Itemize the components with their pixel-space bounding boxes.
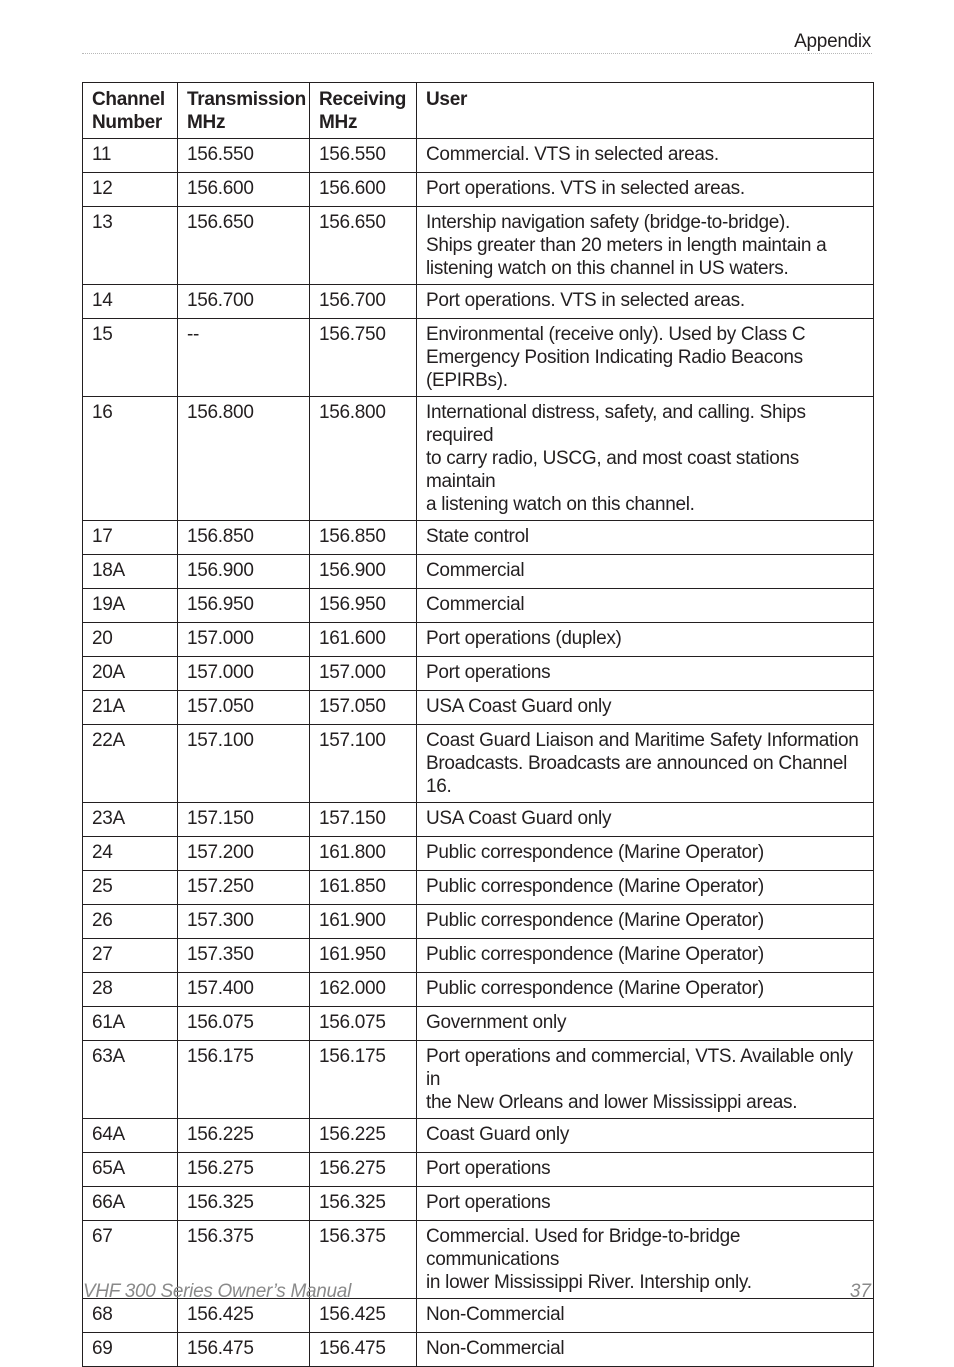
transmission-cell: 156.475	[178, 1333, 310, 1367]
user-cell	[417, 589, 874, 623]
table-row	[83, 973, 874, 1007]
receiving-cell: 156.850	[310, 521, 417, 555]
section-header: Appendix	[794, 31, 871, 52]
user-line: Broadcasts. Broadcasts are announced on Channel 16.	[426, 753, 848, 797]
channel-cell: 26	[83, 905, 178, 939]
user-line: to carry radio, USCG, and most coast stations maintain	[426, 448, 799, 492]
table-row	[83, 521, 874, 555]
user-line: Public correspondence (Marine Operator)	[426, 842, 764, 863]
user-line: Public correspondence (Marine Operator)	[426, 876, 764, 897]
channel-cell: 16	[83, 397, 178, 521]
user-cell	[417, 725, 874, 803]
user-cell	[417, 837, 874, 871]
user-cell	[417, 1187, 874, 1221]
table-row	[83, 1187, 874, 1221]
transmission-cell: 156.800	[178, 397, 310, 521]
user-line: Port operations. VTS in selected areas.	[426, 178, 745, 199]
transmission-cell: 157.400	[178, 973, 310, 1007]
table-row	[83, 871, 874, 905]
channel-cell: 13	[83, 207, 178, 285]
transmission-cell: 157.050	[178, 691, 310, 725]
user-cell	[417, 657, 874, 691]
receiving-cell: 157.100	[310, 725, 417, 803]
user-line: Non-Commercial	[426, 1304, 565, 1325]
user-line: Environmental (receive only). Used by Class C	[426, 324, 806, 345]
receiving-cell: 156.750	[310, 319, 417, 397]
table-row	[83, 1153, 874, 1187]
user-cell	[417, 555, 874, 589]
table-row	[83, 173, 874, 207]
user-line: Commercial. VTS in selected areas.	[426, 144, 719, 165]
user-line: Intership navigation safety (bridge-to-bridge).	[426, 212, 790, 233]
table-row	[83, 905, 874, 939]
channel-cell: 11	[83, 139, 178, 173]
channel-cell: 15	[83, 319, 178, 397]
user-line: Ships greater than 20 meters in length maintain a	[426, 235, 827, 256]
user-cell	[417, 871, 874, 905]
transmission-cell: 156.850	[178, 521, 310, 555]
receiving-cell: 156.700	[310, 285, 417, 319]
channel-cell: 21A	[83, 691, 178, 725]
transmission-cell: 156.325	[178, 1187, 310, 1221]
table-row	[83, 725, 874, 803]
user-line: Port operations (duplex)	[426, 628, 622, 649]
user-line: listening watch on this channel in US waters.	[426, 258, 789, 279]
user-line: Port operations	[426, 1192, 551, 1213]
receiving-cell: 161.850	[310, 871, 417, 905]
header-channel-number: Channel Number	[83, 83, 178, 139]
table-header	[83, 83, 874, 139]
table-body	[83, 139, 874, 1367]
header-user: User	[417, 83, 874, 139]
footer-manual-title: VHF 300 Series Owner’s Manual	[83, 1281, 351, 1302]
transmission-cell: 156.650	[178, 207, 310, 285]
user-line: Coast Guard Liaison and Maritime Safety Information	[426, 730, 859, 751]
transmission-cell: 157.300	[178, 905, 310, 939]
header-row	[83, 83, 874, 139]
transmission-cell: 156.225	[178, 1119, 310, 1153]
user-line: Commercial	[426, 594, 525, 615]
table-row	[83, 555, 874, 589]
transmission-cell: 157.350	[178, 939, 310, 973]
receiving-cell: 161.900	[310, 905, 417, 939]
table-row	[83, 691, 874, 725]
header-divider	[82, 53, 872, 54]
user-line: Commercial	[426, 560, 525, 581]
receiving-cell: 156.375	[310, 1221, 417, 1299]
channel-cell: 25	[83, 871, 178, 905]
table-row	[83, 139, 874, 173]
user-line: Commercial. Used for Bridge-to-bridge communications	[426, 1226, 741, 1270]
channel-cell: 63A	[83, 1041, 178, 1119]
channel-cell: 18A	[83, 555, 178, 589]
table-row	[83, 1119, 874, 1153]
receiving-cell: 156.600	[310, 173, 417, 207]
receiving-cell: 157.000	[310, 657, 417, 691]
channel-cell: 27	[83, 939, 178, 973]
channel-cell: 65A	[83, 1153, 178, 1187]
receiving-cell: 156.175	[310, 1041, 417, 1119]
channel-cell: 20	[83, 623, 178, 657]
user-line: USA Coast Guard only	[426, 696, 612, 717]
user-line: Port operations and commercial, VTS. Available only in	[426, 1046, 853, 1090]
channel-cell: 69	[83, 1333, 178, 1367]
channel-cell: 19A	[83, 589, 178, 623]
receiving-cell: 156.325	[310, 1187, 417, 1221]
table-row	[83, 285, 874, 319]
table-row	[83, 1041, 874, 1119]
channel-cell: 66A	[83, 1187, 178, 1221]
user-line: (EPIRBs).	[426, 370, 508, 391]
table-row	[83, 589, 874, 623]
transmission-cell: 157.200	[178, 837, 310, 871]
table-row	[83, 837, 874, 871]
user-cell	[417, 1041, 874, 1119]
user-cell	[417, 1221, 874, 1299]
channel-table	[82, 82, 874, 1367]
transmission-cell: 156.550	[178, 139, 310, 173]
table-row	[83, 623, 874, 657]
table-row	[83, 1299, 874, 1333]
user-cell	[417, 1153, 874, 1187]
receiving-cell: 156.425	[310, 1299, 417, 1333]
channel-cell: 20A	[83, 657, 178, 691]
transmission-cell: --	[178, 319, 310, 397]
receiving-cell: 156.225	[310, 1119, 417, 1153]
user-cell	[417, 1333, 874, 1367]
receiving-cell: 156.800	[310, 397, 417, 521]
user-line: International distress, safety, and calling. Ships required	[426, 402, 806, 446]
table-row	[83, 1333, 874, 1367]
table-row	[83, 657, 874, 691]
user-line: the New Orleans and lower Mississippi areas.	[426, 1092, 798, 1113]
channel-cell: 64A	[83, 1119, 178, 1153]
channel-cell: 12	[83, 173, 178, 207]
channel-cell: 28	[83, 973, 178, 1007]
user-cell	[417, 905, 874, 939]
table-row	[83, 319, 874, 397]
transmission-cell: 156.600	[178, 173, 310, 207]
user-cell	[417, 1119, 874, 1153]
receiving-cell: 156.900	[310, 555, 417, 589]
user-line: Public correspondence (Marine Operator)	[426, 978, 764, 999]
transmission-cell: 157.100	[178, 725, 310, 803]
transmission-cell: 157.250	[178, 871, 310, 905]
user-line: State control	[426, 526, 529, 547]
transmission-cell: 156.375	[178, 1221, 310, 1299]
receiving-cell: 161.600	[310, 623, 417, 657]
receiving-cell: 156.650	[310, 207, 417, 285]
transmission-cell: 156.425	[178, 1299, 310, 1333]
user-line: USA Coast Guard only	[426, 808, 612, 829]
transmission-cell: 156.075	[178, 1007, 310, 1041]
receiving-cell: 156.550	[310, 139, 417, 173]
user-cell	[417, 397, 874, 521]
user-cell	[417, 803, 874, 837]
channel-cell: 61A	[83, 1007, 178, 1041]
header-receiving-mhz: Receiving MHz	[310, 83, 417, 139]
table-row	[83, 207, 874, 285]
user-cell	[417, 691, 874, 725]
channel-cell: 68	[83, 1299, 178, 1333]
channel-cell: 14	[83, 285, 178, 319]
user-line: Coast Guard only	[426, 1124, 570, 1145]
receiving-cell: 157.150	[310, 803, 417, 837]
channel-cell: 24	[83, 837, 178, 871]
transmission-cell: 157.000	[178, 623, 310, 657]
user-cell	[417, 1299, 874, 1333]
page-number: 37	[849, 1281, 871, 1302]
user-cell	[417, 139, 874, 173]
user-cell	[417, 173, 874, 207]
user-line: Emergency Position Indicating Radio Beacons	[426, 347, 803, 368]
user-cell	[417, 1007, 874, 1041]
user-line: Public correspondence (Marine Operator)	[426, 944, 764, 965]
user-line: Port operations	[426, 662, 551, 683]
user-line: Port operations. VTS in selected areas.	[426, 290, 745, 311]
user-cell	[417, 521, 874, 555]
user-cell	[417, 319, 874, 397]
channel-cell: 17	[83, 521, 178, 555]
user-line: Government only	[426, 1012, 567, 1033]
user-cell	[417, 285, 874, 319]
user-line: Public correspondence (Marine Operator)	[426, 910, 764, 931]
user-cell	[417, 207, 874, 285]
table-row	[83, 803, 874, 837]
transmission-cell: 156.175	[178, 1041, 310, 1119]
transmission-cell: 156.950	[178, 589, 310, 623]
receiving-cell: 156.275	[310, 1153, 417, 1187]
transmission-cell: 156.900	[178, 555, 310, 589]
transmission-cell: 157.000	[178, 657, 310, 691]
user-cell	[417, 623, 874, 657]
table-row	[83, 397, 874, 521]
transmission-cell: 157.150	[178, 803, 310, 837]
user-line: Non-Commercial	[426, 1338, 565, 1359]
user-line: a listening watch on this channel.	[426, 494, 695, 515]
receiving-cell: 156.475	[310, 1333, 417, 1367]
user-line: Port operations	[426, 1158, 551, 1179]
receiving-cell: 156.075	[310, 1007, 417, 1041]
transmission-cell: 156.275	[178, 1153, 310, 1187]
receiving-cell: 161.950	[310, 939, 417, 973]
channel-cell: 22A	[83, 725, 178, 803]
table-row	[83, 1007, 874, 1041]
channel-cell: 23A	[83, 803, 178, 837]
header-transmission-mhz: Transmission MHz	[178, 83, 310, 139]
user-cell	[417, 973, 874, 1007]
receiving-cell: 157.050	[310, 691, 417, 725]
user-line: in lower Mississippi River. Intership only.	[426, 1272, 752, 1293]
receiving-cell: 156.950	[310, 589, 417, 623]
receiving-cell: 162.000	[310, 973, 417, 1007]
channel-cell: 67	[83, 1221, 178, 1299]
table-row	[83, 939, 874, 973]
receiving-cell: 161.800	[310, 837, 417, 871]
user-cell	[417, 939, 874, 973]
transmission-cell: 156.700	[178, 285, 310, 319]
